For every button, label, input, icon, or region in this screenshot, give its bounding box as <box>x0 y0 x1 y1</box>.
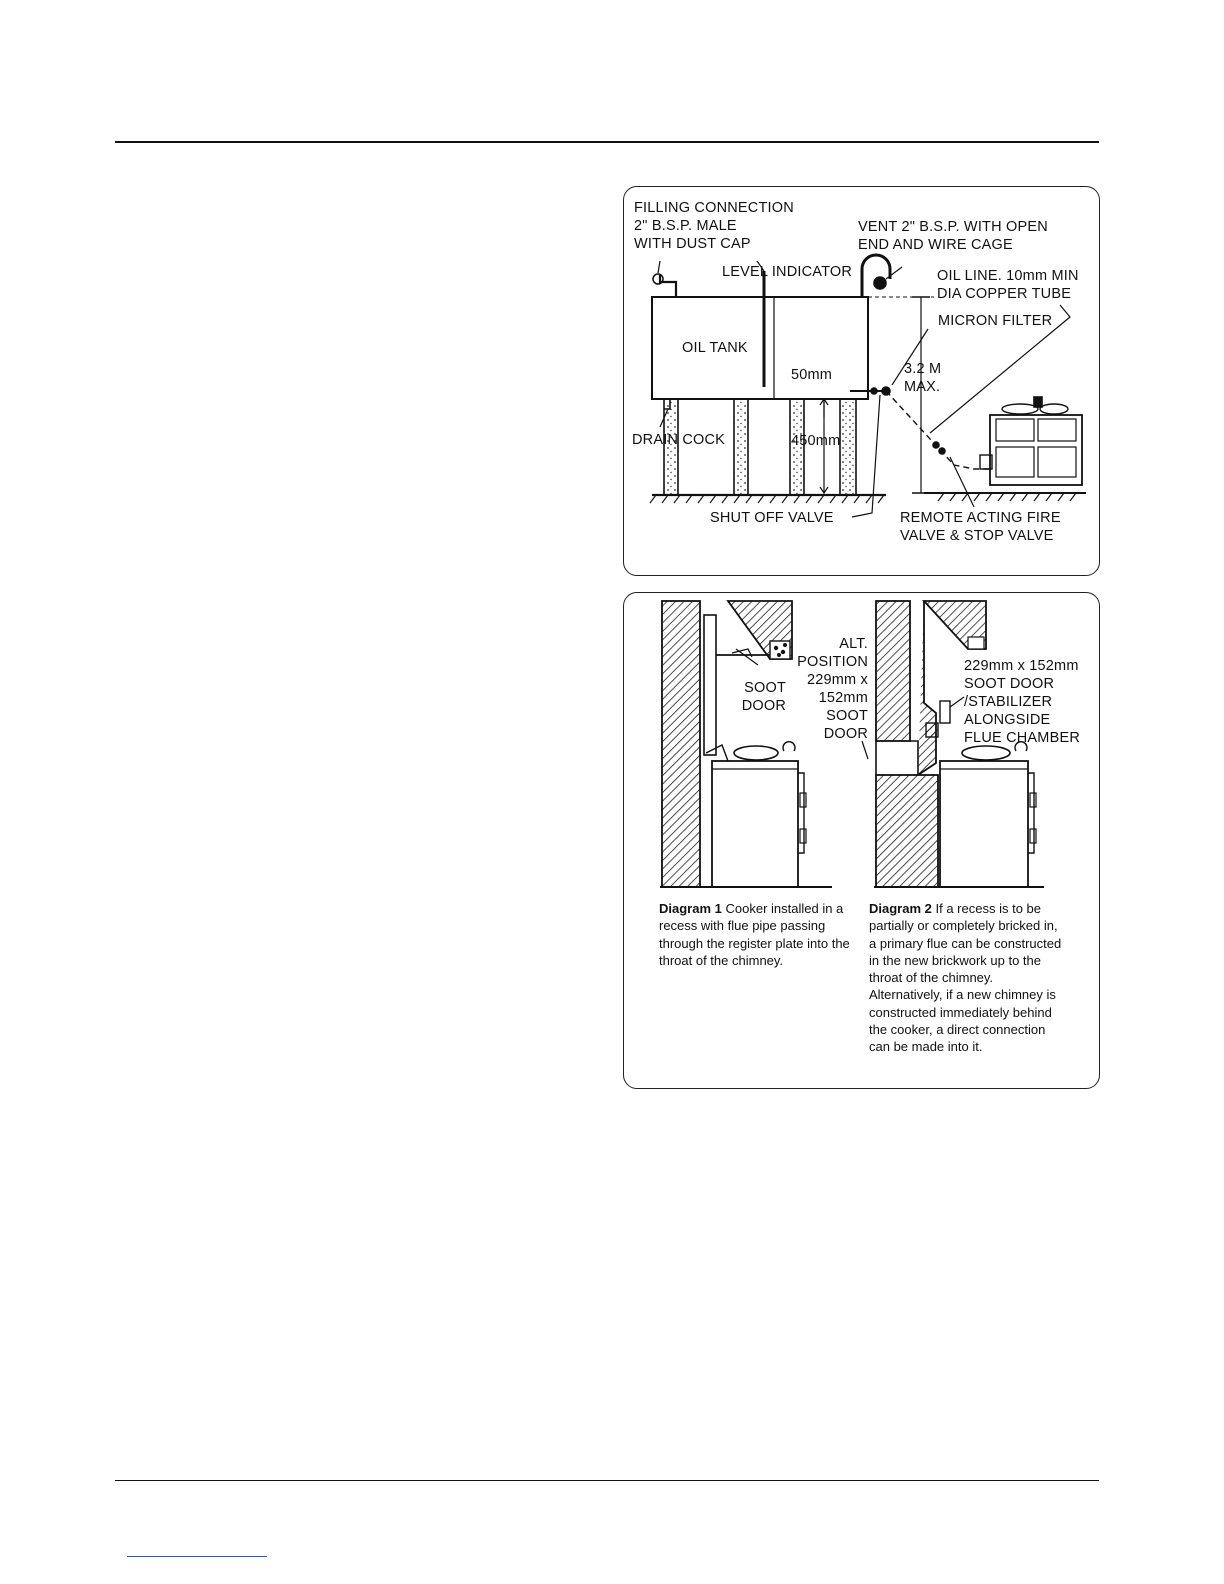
height-max-label: 3.2 M MAX. <box>904 361 942 395</box>
vent-label: VENT 2" B.S.P. WITH OPEN END AND WIRE CAGE <box>858 219 1048 253</box>
footer-rule <box>115 1480 1099 1481</box>
diagram-2-caption-text: If a recess is to be partially or completely bricked in, a primary flue can be constructed in the new brickwork up to the throat of the chimney. Alternatively, if a new chimney is constructed immediately behind the cooker, a direct connection can be made into it. <box>869 901 1062 1055</box>
level-indicator-label: LEVEL INDICATOR <box>722 264 853 280</box>
diagram-1-caption <box>659 900 855 969</box>
d1-soot-door-label: SOOT DOOR <box>741 680 786 714</box>
d2-alt-position-label: ALT. POSITION 229mm x 152mm SOOT DOOR <box>797 636 868 742</box>
diagram-2-caption <box>869 900 1065 1056</box>
d2-soot-door-label: 229mm x 152mm SOOT DOOR /STABILIZER ALONGSIDE FLUE CHAMBER <box>964 658 1080 746</box>
dimension-50mm-label: 50mm <box>791 367 833 383</box>
oil-line-label: OIL LINE. 10mm MIN DIA COPPER TUBE <box>937 268 1079 302</box>
fire-valve-label: REMOTE ACTING FIRE VALVE & STOP VALVE <box>900 510 1061 544</box>
diagram-2-caption-title: Diagram 2 <box>869 901 932 916</box>
micron-filter-label: MICRON FILTER <box>938 313 1053 329</box>
oil-tank-diagram-panel <box>623 186 1100 576</box>
filling-connection-label: FILLING CONNECTION 2" B.S.P. MALE WITH DUST CAP <box>634 200 794 252</box>
header-rule <box>115 141 1099 143</box>
shut-off-valve-label: SHUT OFF VALVE <box>710 510 834 526</box>
diagram-1-caption-text: Cooker installed in a recess with flue pipe passing through the register plate into the throat of the chimney. <box>659 901 850 968</box>
flue-diagrams-panel <box>623 592 1100 1089</box>
footer-link-underline <box>127 1556 267 1557</box>
oil-tank-label: OIL TANK <box>682 340 748 356</box>
drain-cock-label: DRAIN COCK <box>632 432 726 448</box>
diagram-1-caption-title: Diagram 1 <box>659 901 722 916</box>
dimension-450mm-label: 450mm <box>791 433 841 449</box>
